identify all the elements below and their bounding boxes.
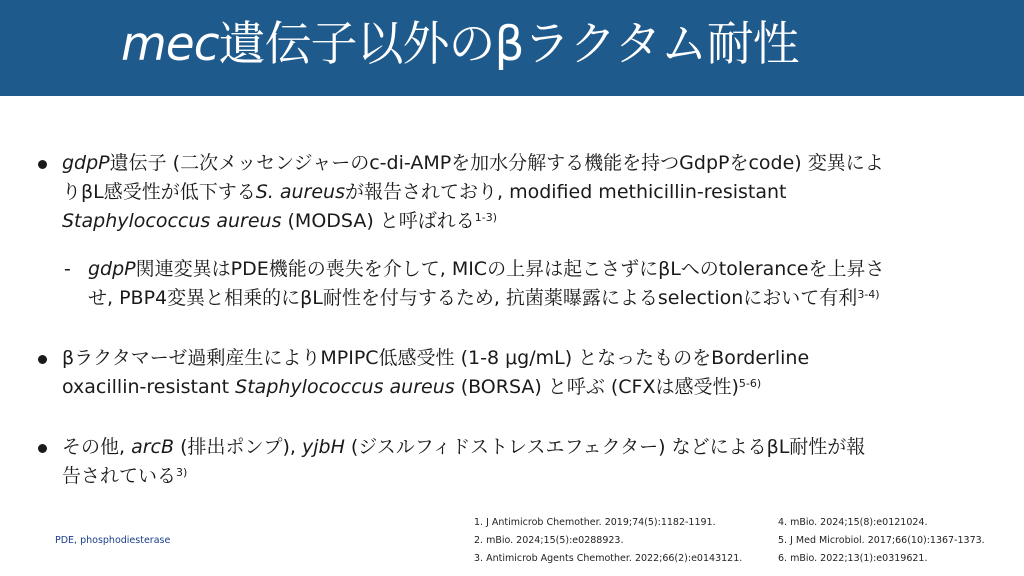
sub-bullet-text (88, 255, 979, 313)
bullet-dot (38, 444, 47, 453)
sub-bullet-gdpp (64, 255, 979, 313)
italic-term: Staphylococcus aureus (62, 210, 282, 232)
bullet-line (62, 373, 968, 402)
text-span: (ジスルフィドストレスエフェクター) などによるβL耐性が報 (344, 436, 866, 458)
text-span: (BORSA) と呼ぶ (CFXは感受性) (454, 376, 739, 398)
text-span: 告されている (62, 465, 177, 487)
italic-term: Staphylococcus aureus (235, 376, 455, 398)
reference-item: 6. mBio. 2022;13(1):e0319621. (778, 553, 928, 564)
citation-sup: 3-4) (857, 288, 880, 301)
italic-term: S. aureus (255, 181, 345, 203)
sub-bullet-dash: - (64, 258, 71, 280)
bullet-other (38, 433, 968, 491)
bullet-text (62, 344, 968, 402)
bullet-line (62, 344, 968, 373)
text-span: (MODSA) と呼ばれる (281, 210, 475, 232)
reference-item: 1. J Antimicrob Chemother. 2019;74(5):1182-1191. (474, 517, 716, 528)
text-span: βラクタマーゼ過剰産生によりMPIPC低感受性 (1-8 μg/mL) となったものをBorderline (62, 347, 810, 369)
text-span: oxacillin-resistant (62, 376, 236, 398)
abbreviation-footnote: PDE, phosphodiesterase (55, 535, 171, 546)
citation-sup: 3) (176, 466, 188, 479)
text-span: その他, (62, 436, 132, 458)
slide-title (121, 10, 799, 80)
italic-term: arcB (131, 436, 175, 458)
text-span: せ, PBP4変異と相乗的にβL耐性を付与するため, 抗菌薬曝露によるselectionにおいて有利 (88, 287, 858, 309)
bullet-text (62, 149, 968, 236)
bullet-line (62, 149, 968, 178)
text-span: 関連変異はPDE機能の喪失を介して, MICの上昇は起こさずにβLへのtoleranceを上昇さ (135, 258, 885, 280)
citation-sup: 1-3) (474, 211, 498, 224)
italic-term: gdpP (88, 258, 136, 280)
reference-item: 4. mBio. 2024;15(8):e0121024. (778, 517, 928, 528)
bullet-text (62, 433, 968, 491)
bullet-dot (38, 355, 47, 364)
title-rest: 遺伝子以外のβラクタム耐性 (218, 17, 799, 72)
references-right (778, 514, 985, 568)
bullet-line (88, 255, 979, 284)
text-span: りβL感受性が低下する (62, 181, 256, 203)
references-left (474, 514, 742, 568)
text-span: 遺伝子 (二次メッセンジャーのc-di-AMPを加水分解する機能を持つGdpPをcode) 変異によ (109, 152, 884, 174)
text-span: が報告されており, modified methicillin-resistant (345, 181, 787, 203)
bullet-borsa (38, 344, 968, 402)
bullet-line (88, 284, 979, 313)
bullet-line (62, 178, 968, 207)
bullet-line (62, 207, 968, 236)
reference-item: 2. mBio. 2024;15(5):e0288923. (474, 535, 624, 546)
bullet-line (62, 433, 968, 462)
bullet-dot (38, 160, 47, 169)
reference-item: 5. J Med Microbiol. 2017;66(10):1367-1373. (778, 535, 985, 546)
bullet-line (62, 462, 968, 491)
title-bar (0, 0, 1024, 96)
title-italic: mec (121, 17, 219, 72)
reference-item: 3. Antimicrob Agents Chemother. 2022;66(2):e0143121. (474, 553, 743, 564)
text-span: (排出ポンプ), (174, 436, 302, 458)
citation-sup: 5-6) (738, 377, 762, 390)
italic-term: yjbH (301, 436, 345, 458)
bullet-gdpp (38, 149, 968, 236)
italic-term: gdpP (62, 152, 110, 174)
